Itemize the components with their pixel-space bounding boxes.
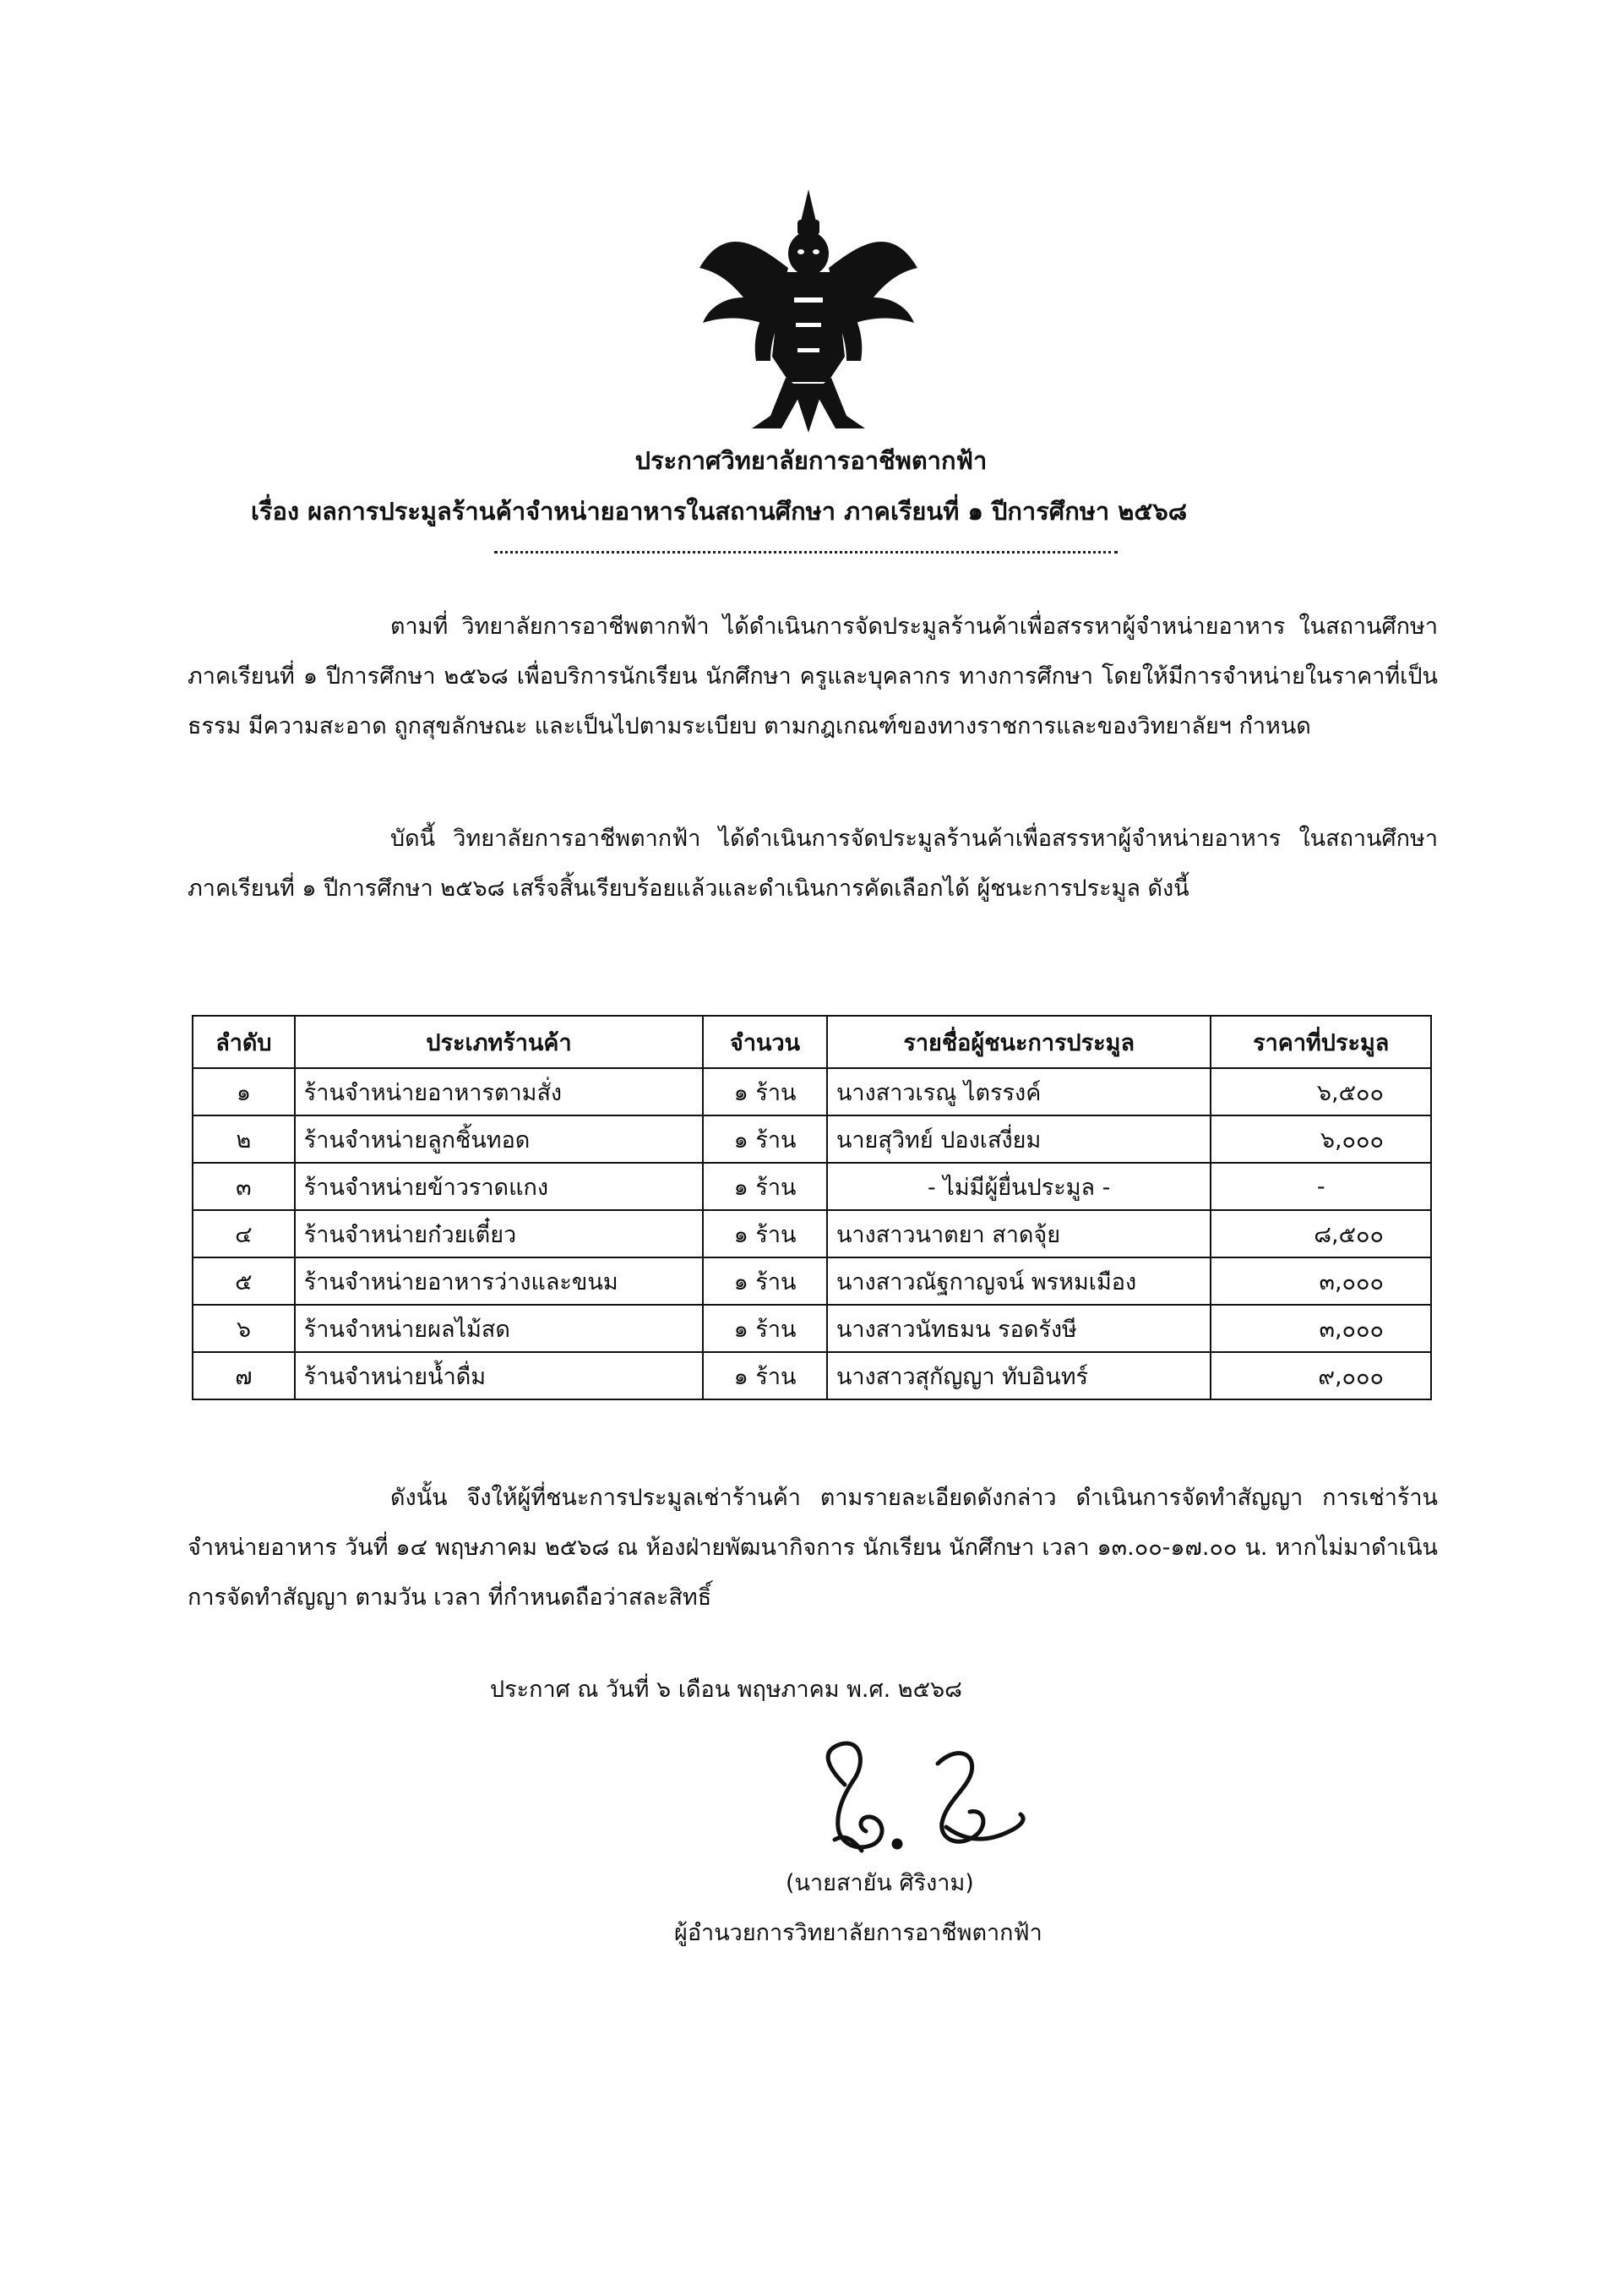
cell-shop-type: ร้านจำหน่ายก๋วยเตี๋ยว <box>295 1210 703 1257</box>
cell-shop-type: ร้านจำหน่ายผลไม้สด <box>295 1305 703 1352</box>
col-header-winner: รายชื่อผู้ชนะการประมูล <box>827 1016 1211 1068</box>
cell-price: ๓,๐๐๐ <box>1211 1305 1431 1352</box>
signature-icon <box>794 1734 1048 1869</box>
paragraph-intro <box>188 602 1438 751</box>
paragraph-instruction-text: ดังนั้น จึงให้ผู้ที่ชนะการประมูลเช่าร้านค้า ตามรายละเอียดดังกล่าว ดำเนินการจัดทำสัญญา การเช่าร้านจำหน่ายอาหาร วันที่ ๑๔ พฤษภาคม ๒๕๖๘ ณ ห้องฝ่ายพัฒนากิจการ นักเรียน นักศึกษา เวลา ๑๓.๐๐-๑๗.๐๐ น. หากไม่มาดำเนินการจัดทำสัญญา ตามวัน เวลา ที่กำหนดถือว่าสละสิทธิ์ <box>188 1485 1438 1611</box>
cell-order: ๓ <box>193 1163 295 1210</box>
cell-quantity: ๑ ร้าน <box>703 1068 827 1115</box>
cell-quantity: ๑ ร้าน <box>703 1305 827 1352</box>
signer-position: ผู้อำนวยการวิทยาลัยการอาชีพตากฟ้า <box>674 1920 1042 1946</box>
cell-shop-type: ร้านจำหน่ายข้าวราดแกง <box>295 1163 703 1210</box>
cell-quantity: ๑ ร้าน <box>703 1257 827 1305</box>
cell-price: - <box>1211 1163 1431 1210</box>
cell-winner: นางสาวณัฐกาญจน์ พรหมเมือง <box>827 1257 1211 1305</box>
dotted-divider <box>494 551 1118 554</box>
cell-order: ๑ <box>193 1068 295 1115</box>
col-header-quantity: จำนวน <box>703 1016 827 1068</box>
cell-order: ๕ <box>193 1257 295 1305</box>
table-row <box>193 1115 1431 1163</box>
cell-price: ๘,๕๐๐ <box>1211 1210 1431 1257</box>
cell-price: ๙,๐๐๐ <box>1211 1352 1431 1399</box>
cell-shop-type: ร้านจำหน่ายลูกชิ้นทอด <box>295 1115 703 1163</box>
col-header-shop-type: ประเภทร้านค้า <box>295 1016 703 1068</box>
paragraph-result-text: บัดนี้ วิทยาลัยการอาชีพตากฟ้า ได้ดำเนินการจัดประมูลร้านค้าเพื่อสรรหาผู้จำหน่ายอาหาร ในสถานศึกษา ภาคเรียนที่ ๑ ปีการศึกษา ๒๕๖๘ เสร็จสิ้นเรียบร้อยแล้วและดำเนินการคัดเลือกได้ ผู้ชนะการประมูล ดังนี้ <box>188 826 1438 902</box>
table-header-row <box>193 1016 1431 1068</box>
cell-winner: นางสาวนาตยา สาดจุ้ย <box>827 1210 1211 1257</box>
cell-order: ๖ <box>193 1305 295 1352</box>
cell-winner: - ไม่มีผู้ยื่นประมูล - <box>827 1163 1211 1210</box>
cell-price: ๖,๕๐๐ <box>1211 1068 1431 1115</box>
cell-shop-type: ร้านจำหน่ายอาหารตามสั่ง <box>295 1068 703 1115</box>
table-row <box>193 1352 1431 1399</box>
announce-date: ประกาศ ณ วันที่ ๖ เดือน พฤษภาคม พ.ศ. ๒๕๖๘ <box>490 1677 962 1703</box>
cell-order: ๔ <box>193 1210 295 1257</box>
cell-quantity: ๑ ร้าน <box>703 1352 827 1399</box>
cell-winner: นางสาวเรณู ไตรรงค์ <box>827 1068 1211 1115</box>
table-row <box>193 1210 1431 1257</box>
cell-shop-type: ร้านจำหน่ายอาหารว่างและขนม <box>295 1257 703 1305</box>
cell-winner: นางสาวนัทธมน รอดรังษี <box>827 1305 1211 1352</box>
table-row <box>193 1163 1431 1210</box>
col-header-price: ราคาที่ประมูล <box>1211 1016 1431 1068</box>
table-row <box>193 1068 1431 1115</box>
signer-name: (นายสายัน ศิริงาม) <box>786 1870 974 1896</box>
paragraph-intro-text: ตามที่ วิทยาลัยการอาชีพตากฟ้า ได้ดำเนินการจัดประมูลร้านค้าเพื่อสรรหาผู้จำหน่ายอาหาร ในสถานศึกษา ภาคเรียนที่ ๑ ปีการศึกษา ๒๕๖๘ เพื่อบริการนักเรียน นักศึกษา ครูและบุคลากร ทางการศึกษา โดยให้มีการจำหน่ายในราคาที่เป็นธรรม มีความสะอาด ถูกสุขลักษณะ และเป็นไปตามระเบียบ ตามกฎเกณฑ์ของทางราชการและของวิทยาลัยฯ กำหนด <box>188 614 1438 739</box>
paragraph-instruction <box>188 1473 1438 1622</box>
cell-price: ๓,๐๐๐ <box>1211 1257 1431 1305</box>
document-subject: เรื่อง ผลการประมูลร้านค้าจำหน่ายอาหารในสถานศึกษา ภาคเรียนที่ ๑ ปีการศึกษา ๒๕๖๘ <box>251 497 1188 526</box>
cell-quantity: ๑ ร้าน <box>703 1210 827 1257</box>
cell-order: ๗ <box>193 1352 295 1399</box>
document-title: ประกาศวิทยาลัยการอาชีพตากฟ้า <box>634 446 988 475</box>
cell-winner: นางสาวสุกัญญา ทับอินทร์ <box>827 1352 1211 1399</box>
cell-quantity: ๑ ร้าน <box>703 1115 827 1163</box>
cell-quantity: ๑ ร้าน <box>703 1163 827 1210</box>
paragraph-result <box>188 814 1438 913</box>
auction-result-table <box>192 1015 1432 1400</box>
cell-price: ๖,๐๐๐ <box>1211 1115 1431 1163</box>
cell-winner: นายสุวิทย์ ปองเสงี่ยม <box>827 1115 1211 1163</box>
garuda-emblem-icon <box>693 188 925 437</box>
cell-order: ๒ <box>193 1115 295 1163</box>
table-row <box>193 1305 1431 1352</box>
cell-shop-type: ร้านจำหน่ายน้ำดื่ม <box>295 1352 703 1399</box>
table-row <box>193 1257 1431 1305</box>
col-header-order: ลำดับ <box>193 1016 295 1068</box>
